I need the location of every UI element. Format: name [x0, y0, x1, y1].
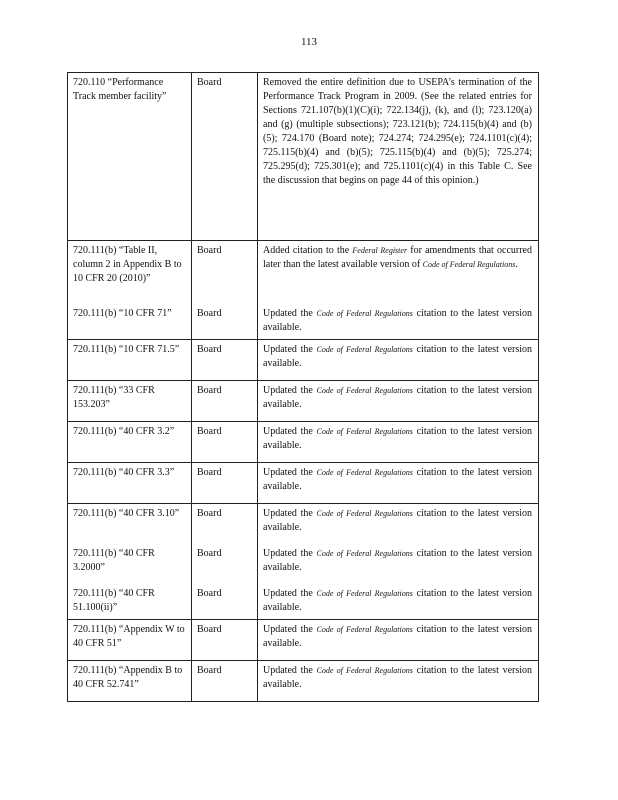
change-text: Updated the [263, 548, 317, 559]
section-cell: 720.111(b) “Appendix W to 40 CFR 51” [68, 620, 192, 661]
section-cell: 720.111(b) “Table II, column 2 in Appendix B to 10 CFR 20 (2010)” [68, 241, 192, 305]
change-cell [258, 504, 539, 545]
source-cell: Board [192, 463, 258, 504]
section-cell: 720.111(b) “10 CFR 71” [68, 304, 192, 340]
table-row [68, 463, 539, 504]
section-cell: 720.111(b) “40 CFR 3.2000” [68, 544, 192, 584]
cfr-citation: Code of Federal Regulations [316, 625, 413, 634]
source-cell: Board [192, 381, 258, 422]
change-cell [258, 620, 539, 661]
change-cell [258, 304, 539, 340]
source-cell: Board [192, 504, 258, 545]
source-cell: Board [192, 241, 258, 305]
table-row [68, 381, 539, 422]
section-cell: 720.111(b) “40 CFR 3.3” [68, 463, 192, 504]
change-text: Updated the [263, 665, 317, 676]
source-cell: Board [192, 304, 258, 340]
source-cell: Board [192, 544, 258, 584]
change-cell [258, 422, 539, 463]
change-cell [258, 544, 539, 584]
change-text: Added citation to the [263, 245, 353, 256]
change-text: . [515, 259, 518, 270]
change-text: citation to the latest version available. [263, 344, 533, 369]
change-text: citation to the latest version available. [263, 385, 533, 410]
cfr-citation: Code of Federal Regulations [316, 468, 413, 477]
change-cell: Removed the entire definition due to USEPA’s termination of the Performance Track Program in 2009. (See the related entries for Sections 721.107(b)(1)(C)(i); 722.134(j), (k), and (l); 723.120(a) and (g) (multiple subsections); 723.121(b); 724.115(b)(4) and (b)(5); 724.170 (Board note); 724.274; 724.295(e); 724.1101(c)(4); 725.115(b)(4) and (b)(5); 725.115(b)(4) and (b)(5); 725.274; 725.295(d); 725.301(e); and 725.1101(c)(4) in this Table C. See the discussion that begins on page 44 of this opinion.) [258, 73, 539, 241]
table-row [68, 504, 539, 545]
cfr-citation: Code of Federal Regulations [316, 345, 413, 354]
section-cell: 720.111(b) “10 CFR 71.5” [68, 340, 192, 381]
change-text: Updated the [263, 508, 317, 519]
change-cell [258, 463, 539, 504]
change-cell [258, 584, 539, 620]
change-text: citation to the latest version available. [263, 508, 533, 533]
table-row [68, 73, 539, 241]
change-text: citation to the latest version available. [263, 426, 533, 451]
cfr-citation: Code of Federal Regulations [316, 509, 413, 518]
section-cell: 720.111(b) “40 CFR 51.100(ii)” [68, 584, 192, 620]
change-text: citation to the latest version available. [263, 624, 533, 649]
table-row [68, 584, 539, 620]
table-row [68, 304, 539, 340]
change-text: Updated the [263, 308, 317, 319]
table-row [68, 241, 539, 305]
change-text: citation to the latest version available. [263, 665, 533, 690]
source-cell: Board [192, 422, 258, 463]
cfr-citation: Code of Federal Regulations [422, 260, 516, 269]
change-cell [258, 381, 539, 422]
cfr-citation: Code of Federal Regulations [316, 666, 413, 675]
table-row [68, 544, 539, 584]
change-text: for amendments that occurred later than the latest available version of [263, 245, 532, 270]
change-cell [258, 661, 539, 702]
source-cell: Board [192, 661, 258, 702]
section-cell: 720.111(b) “40 CFR 3.10” [68, 504, 192, 545]
change-text: Updated the [263, 467, 317, 478]
section-cell: 720.111(b) “33 CFR 153.203” [68, 381, 192, 422]
section-cell: 720.111(b) “40 CFR 3.2” [68, 422, 192, 463]
change-text: Updated the [263, 385, 317, 396]
table-row [68, 620, 539, 661]
change-cell [258, 241, 539, 305]
table-row [68, 661, 539, 702]
change-text: citation to the latest version available. [263, 588, 533, 613]
change-text: Updated the [263, 588, 317, 599]
cfr-citation: Code of Federal Regulations [316, 309, 413, 318]
change-text: citation to the latest version available. [263, 467, 533, 492]
change-text: citation to the latest version available. [263, 308, 533, 333]
table-row [68, 422, 539, 463]
change-text: Updated the [263, 624, 317, 635]
change-cell [258, 340, 539, 381]
change-text: citation to the latest version available. [263, 548, 533, 573]
source-cell: Board [192, 584, 258, 620]
cfr-citation: Code of Federal Regulations [316, 549, 413, 558]
section-cell: 720.110 “Performance Track member facility” [68, 73, 192, 241]
cfr-citation: Code of Federal Regulations [316, 589, 413, 598]
source-cell: Board [192, 73, 258, 241]
table-row [68, 340, 539, 381]
cfr-citation: Code of Federal Regulations [316, 386, 413, 395]
source-cell: Board [192, 340, 258, 381]
change-text: Updated the [263, 426, 317, 437]
federal-register-citation: Federal Register [352, 246, 408, 255]
cfr-citation: Code of Federal Regulations [316, 427, 413, 436]
section-cell: 720.111(b) “Appendix B to 40 CFR 52.741” [68, 661, 192, 702]
page-number: 113 [300, 36, 318, 48]
source-cell: Board [192, 620, 258, 661]
change-text: Updated the [263, 344, 317, 355]
changes-table [67, 72, 539, 702]
